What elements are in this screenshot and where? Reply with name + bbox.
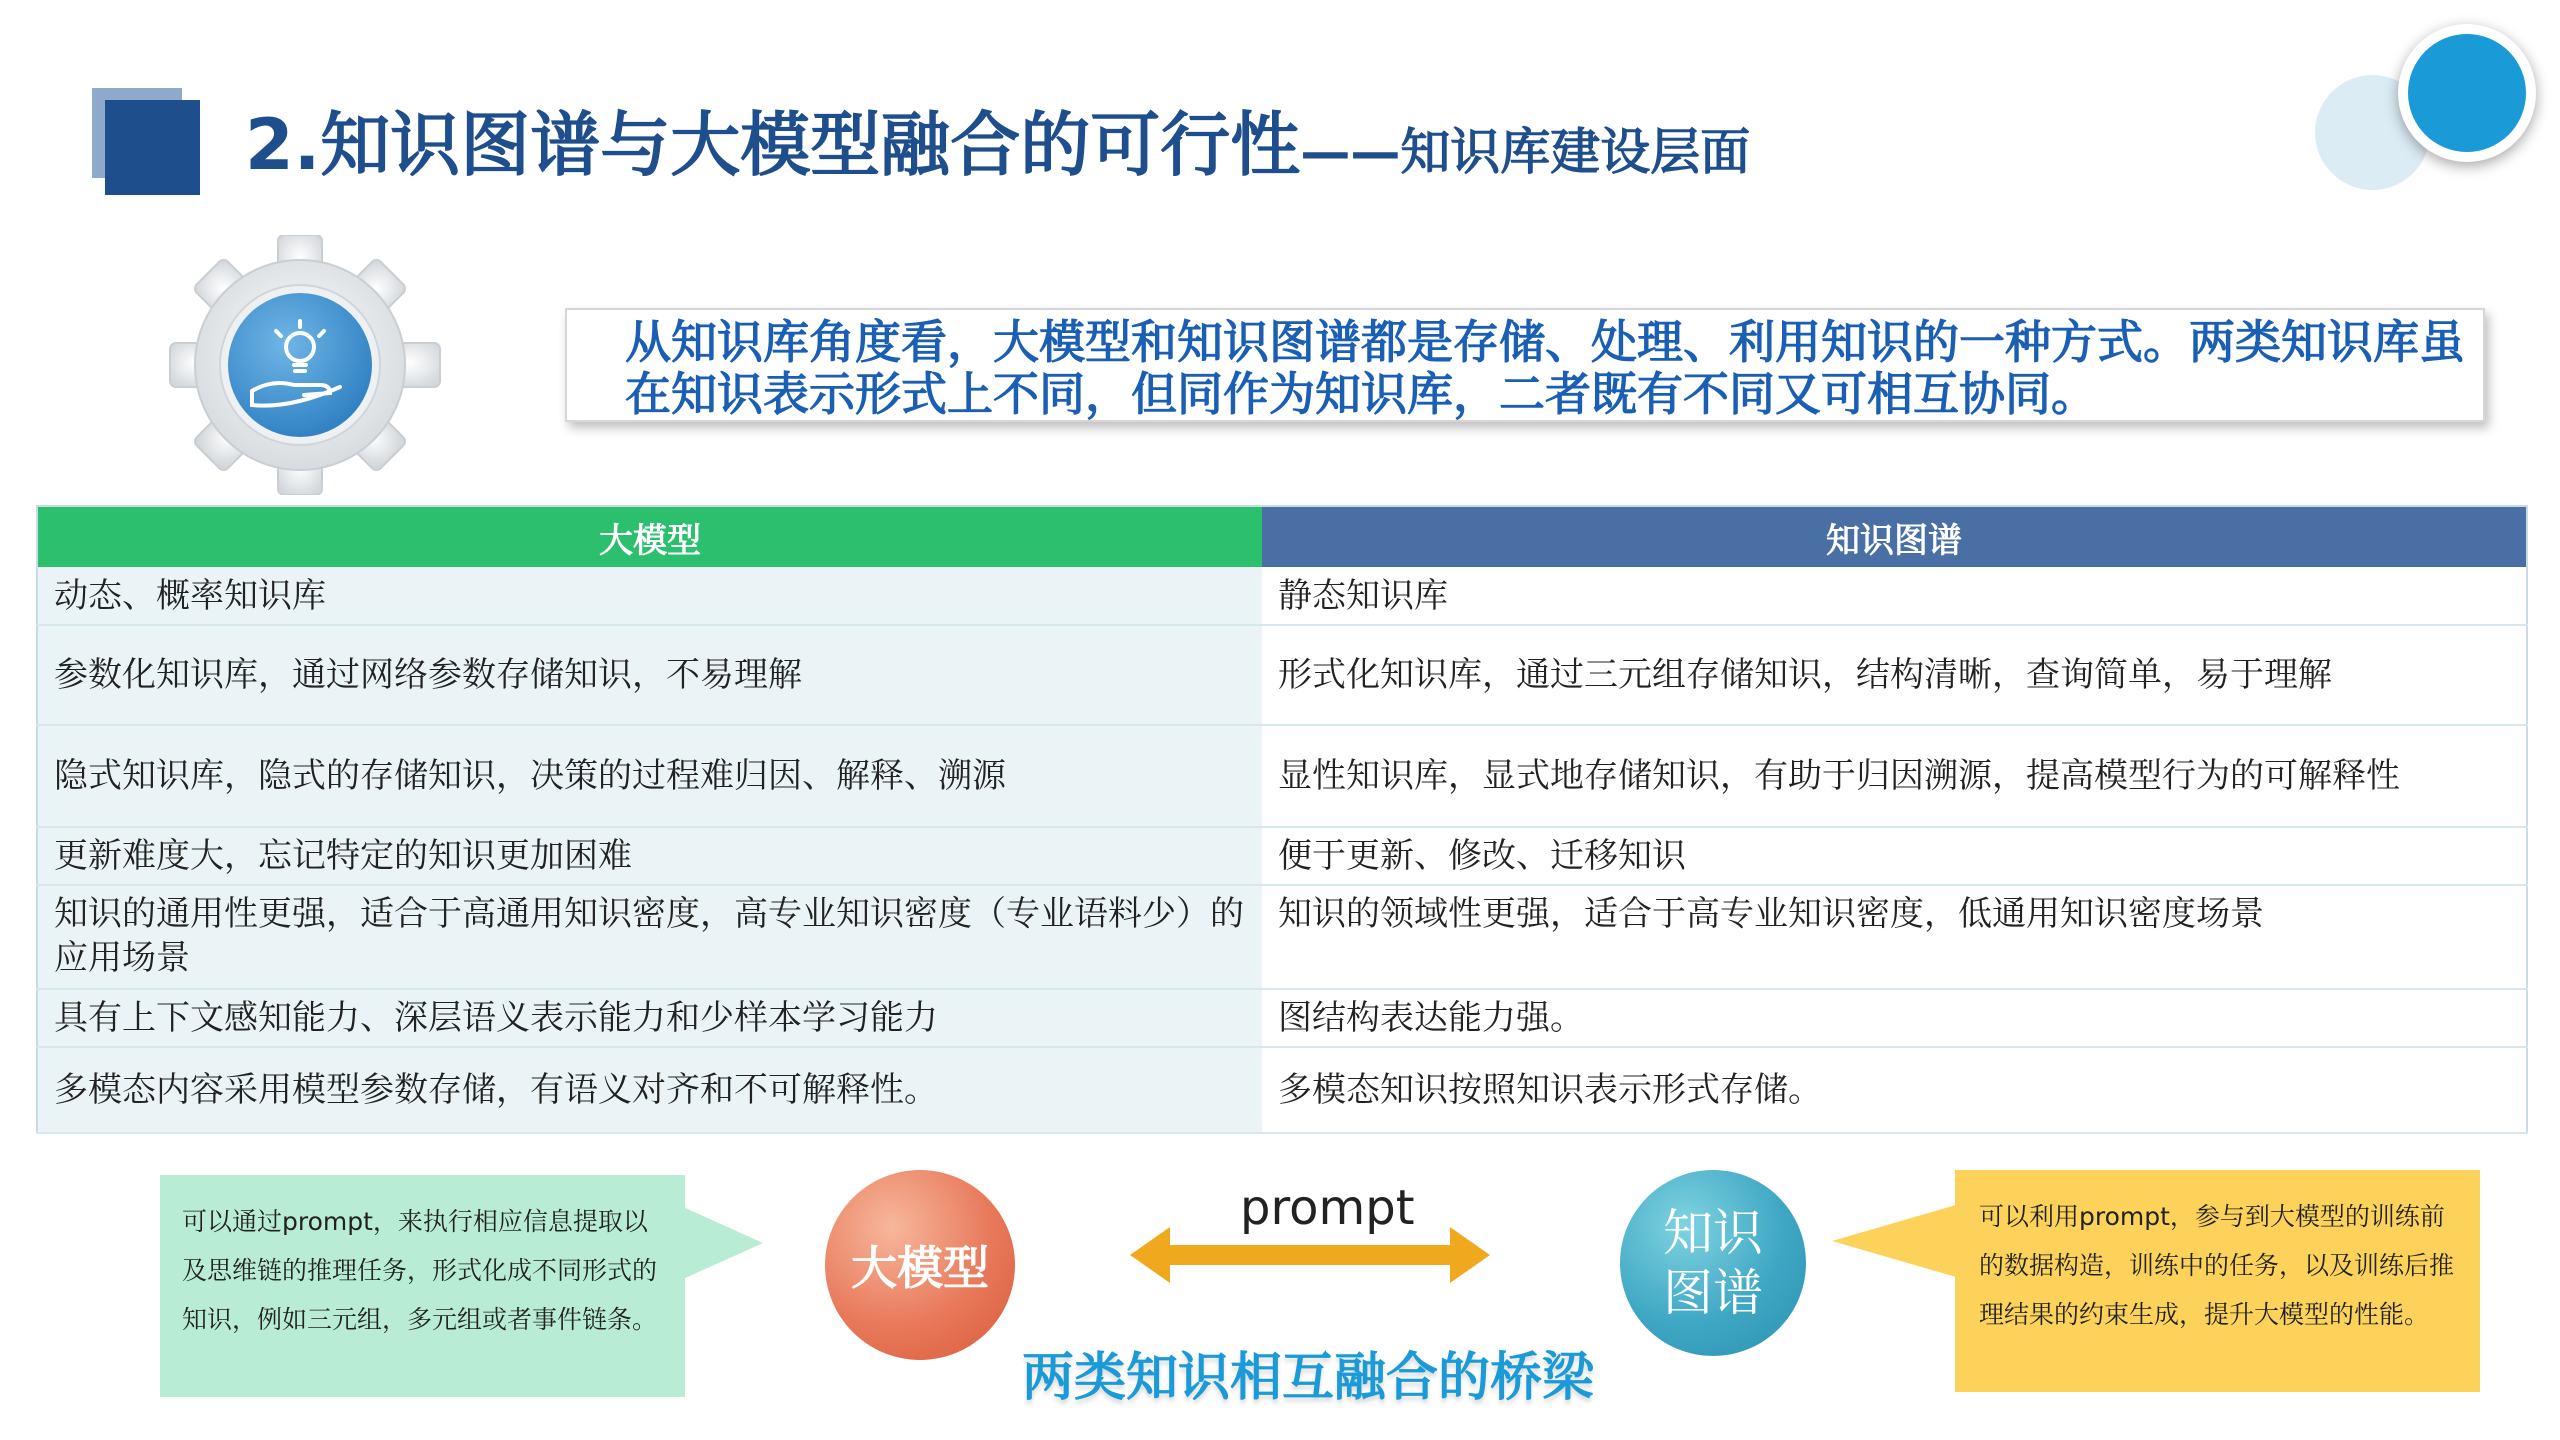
comparison-table xyxy=(36,505,2528,1134)
right-callout-text: 可以利用prompt，参与到大模型的训练前的数据构造，训练中的任务，以及训练后推理结果的约束生成，提升大模型的性能。 xyxy=(1979,1202,2455,1329)
header-llm: 大模型 xyxy=(37,506,1262,567)
table-cell: 具有上下文感知能力、深层语义表示能力和少样本学习能力 xyxy=(37,989,1262,1047)
llm-circle xyxy=(825,1170,1015,1360)
right-callout xyxy=(1955,1170,2480,1392)
table-header-row xyxy=(37,506,2527,567)
table-cell: 显性知识库，显式地存储知识，有助于归因溯源，提高模型行为的可解释性 xyxy=(1262,725,2527,827)
right-callout-pointer xyxy=(1832,1205,1956,1277)
table-cell: 动态、概率知识库 xyxy=(37,567,1262,625)
title-decoration-front xyxy=(105,100,200,195)
gear-icon xyxy=(150,235,450,495)
left-callout-text: 可以通过prompt，来执行相应信息提取以及思维链的推理任务，形式化成不同形式的知识，例如三元组，多元组或者事件链条。 xyxy=(182,1207,658,1334)
table-cell: 隐式知识库，隐式的存储知识，决策的过程难归因、解释、溯源 xyxy=(37,725,1262,827)
page-title xyxy=(245,95,1750,195)
table-cell: 形式化知识库，通过三元组存储知识，结构清晰，查询简单，易于理解 xyxy=(1262,625,2527,725)
kg-circle xyxy=(1620,1170,1806,1356)
table-cell: 静态知识库 xyxy=(1262,567,2527,625)
table-cell: 知识的通用性更强，适合于高通用知识密度，高专业知识密度（专业语料少）的应用场景 xyxy=(37,885,1262,989)
table-row xyxy=(37,1047,2527,1133)
kg-circle-label: 知识图谱 xyxy=(1663,1204,1763,1322)
table-cell: 参数化知识库，通过网络参数存储知识，不易理解 xyxy=(37,625,1262,725)
intro-box xyxy=(565,308,2485,422)
llm-circle-label: 大模型 xyxy=(851,1241,989,1295)
table-cell: 知识的领域性更强，适合于高专业知识密度，低通用知识密度场景 xyxy=(1262,885,2527,989)
header-kg: 知识图谱 xyxy=(1262,506,2527,567)
table-row xyxy=(37,625,2527,725)
intro-text: 从知识库角度看，大模型和知识图谱都是存储、处理、利用知识的一种方式。两类知识库虽在知识表示形式上不同，但同作为知识库，二者既有不同又可相互协同。 xyxy=(625,315,2465,421)
table-row xyxy=(37,885,2527,989)
left-callout xyxy=(160,1175,685,1397)
decorative-circle-blue xyxy=(2408,34,2526,152)
table-cell: 图结构表达能力强。 xyxy=(1262,989,2527,1047)
table-cell: 便于更新、修改、迁移知识 xyxy=(1262,827,2527,885)
table-cell: 更新难度大，忘记特定的知识更加困难 xyxy=(37,827,1262,885)
double-arrow-icon xyxy=(1130,1225,1490,1285)
page-title-main: 2.知识图谱与大模型融合的可行性 xyxy=(245,104,1301,186)
page-title-sub: ——知识库建设层面 xyxy=(1300,123,1751,181)
left-callout-pointer xyxy=(683,1207,763,1279)
table-row xyxy=(37,725,2527,827)
table-cell: 多模态知识按照知识表示形式存储。 xyxy=(1262,1047,2527,1133)
bridge-title: 两类知识相互融合的桥梁 xyxy=(1022,1348,1595,1408)
table-row xyxy=(37,989,2527,1047)
prompt-label: prompt xyxy=(1240,1180,1415,1236)
table-row xyxy=(37,567,2527,625)
table-row xyxy=(37,827,2527,885)
table-cell: 多模态内容采用模型参数存储，有语义对齐和不可解释性。 xyxy=(37,1047,1262,1133)
